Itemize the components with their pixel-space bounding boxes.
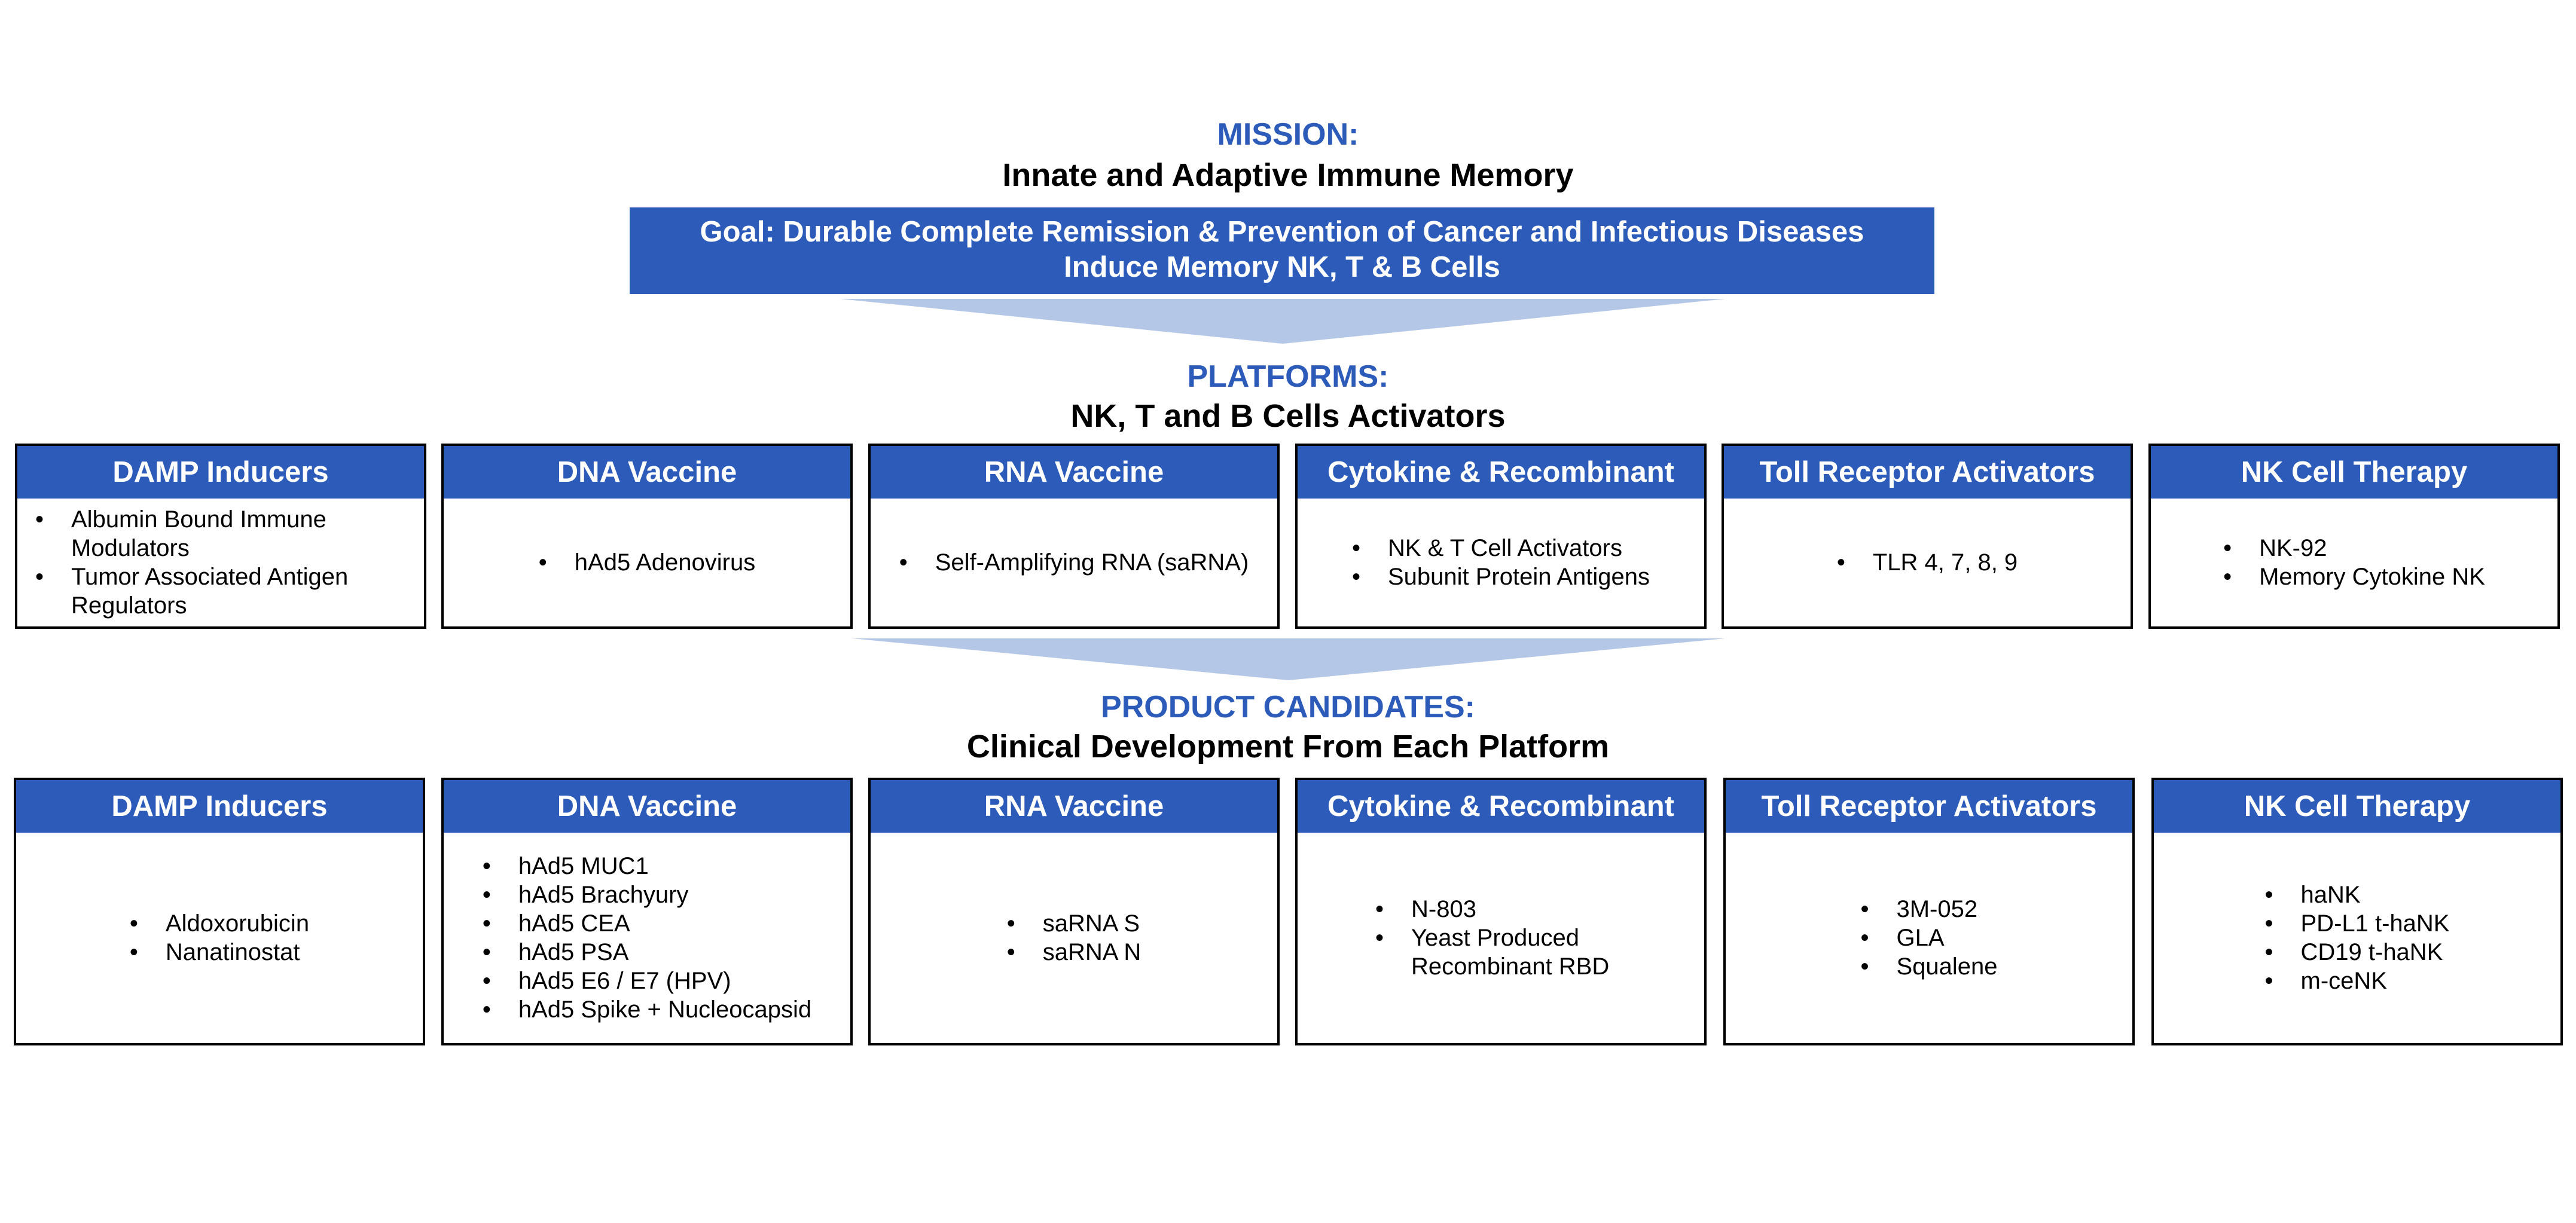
platform-card-body <box>871 499 1277 626</box>
platform-card-title: RNA Vaccine <box>871 446 1277 499</box>
platform-card-body <box>2151 499 2557 626</box>
product-card-body <box>1726 833 2132 1043</box>
product-card-1 <box>14 778 425 1045</box>
bullet-item: • GLA <box>1860 924 1997 952</box>
product-card-5 <box>1723 778 2135 1045</box>
product-card-body <box>2154 833 2560 1043</box>
bullet-item: • 3M-052 <box>1860 895 1997 924</box>
chevron-arrow-top <box>840 299 1725 344</box>
product-bullet-list <box>483 852 811 1024</box>
bullet-item: • Albumin Bound Immune Modulators <box>35 505 370 562</box>
bullet-item: • Nanatinostat <box>130 938 309 967</box>
chevron-arrow-middle <box>852 638 1725 680</box>
product-card-6 <box>2151 778 2563 1045</box>
bullet-item: • hAd5 Brachyury <box>483 880 811 909</box>
product-card-2 <box>441 778 853 1045</box>
platform-card-title: NK Cell Therapy <box>2151 446 2557 499</box>
bullet-item: • hAd5 MUC1 <box>483 852 811 880</box>
bullet-item: • hAd5 CEA <box>483 909 811 938</box>
product-bullet-list <box>1860 895 1997 981</box>
goal-box <box>630 207 1934 294</box>
bullet-item: • Subunit Protein Antigens <box>1352 562 1650 591</box>
products-label: PRODUCT CANDIDATES: <box>1101 690 1475 724</box>
bullet-item: • hAd5 E6 / E7 (HPV) <box>483 967 811 995</box>
platform-card-6 <box>2148 444 2560 629</box>
product-card-title: NK Cell Therapy <box>2154 780 2560 833</box>
product-bullet-list <box>2265 880 2450 995</box>
bullet-item: • N-803 <box>1375 895 1626 924</box>
platform-card-3 <box>868 444 1280 629</box>
product-bullet-list <box>130 909 309 967</box>
bullet-item: • hAd5 PSA <box>483 938 811 967</box>
product-card-body <box>16 833 423 1043</box>
platform-card-body <box>1724 499 2131 626</box>
bullet-item: • saRNA N <box>1007 938 1142 967</box>
platform-bullet-list <box>1352 534 1650 591</box>
platforms-label: PLATFORMS: <box>1187 359 1389 394</box>
bullet-item: • Tumor Associated Antigen Regulators <box>35 562 370 620</box>
bullet-item: • CD19 t-haNK <box>2265 938 2450 967</box>
bullet-item: • Self-Amplifying RNA (saRNA) <box>899 548 1249 577</box>
bullet-item: • NK-92 <box>2223 534 2485 562</box>
platform-card-title: Toll Receptor Activators <box>1724 446 2131 499</box>
bullet-item: • haNK <box>2265 880 2450 909</box>
bullet-item: • m-ceNK <box>2265 967 2450 995</box>
platform-bullet-list <box>35 505 370 620</box>
bullet-item: • Aldoxorubicin <box>130 909 309 938</box>
platform-card-body <box>444 499 850 626</box>
platform-bullet-list <box>1837 548 2018 577</box>
product-card-title: RNA Vaccine <box>871 780 1277 833</box>
platform-card-title: DNA Vaccine <box>444 446 850 499</box>
platform-bullet-list <box>539 548 755 577</box>
platform-card-1 <box>15 444 426 629</box>
product-card-title: DNA Vaccine <box>444 780 850 833</box>
goal-line-1: Goal: Durable Complete Remission & Prevention of Cancer and Infectious Diseases <box>700 216 1864 248</box>
platform-bullet-list <box>2223 534 2485 591</box>
mission-label: MISSION: <box>1217 117 1359 152</box>
platform-bullet-list <box>899 548 1249 577</box>
bullet-item: • PD-L1 t-haNK <box>2265 909 2450 938</box>
platform-card-title: DAMP Inducers <box>17 446 424 499</box>
platform-card-title: Cytokine & Recombinant <box>1298 446 1704 499</box>
platform-card-4 <box>1295 444 1707 629</box>
bullet-item: • NK & T Cell Activators <box>1352 534 1650 562</box>
bullet-item: • TLR 4, 7, 8, 9 <box>1837 548 2018 577</box>
platform-card-body <box>1298 499 1704 626</box>
product-card-title: Toll Receptor Activators <box>1726 780 2132 833</box>
product-card-3 <box>868 778 1280 1045</box>
product-bullet-list <box>1375 895 1626 981</box>
platforms-title: NK, T and B Cells Activators <box>1070 398 1506 434</box>
product-card-body <box>444 833 850 1043</box>
product-card-body <box>871 833 1277 1043</box>
bullet-item: • hAd5 Adenovirus <box>539 548 755 577</box>
platform-card-body <box>17 499 424 626</box>
goal-line-2: Induce Memory NK, T & B Cells <box>1064 251 1500 283</box>
bullet-item: • Squalene <box>1860 952 1997 981</box>
bullet-item: • saRNA S <box>1007 909 1142 938</box>
product-card-title: DAMP Inducers <box>16 780 423 833</box>
platform-card-5 <box>1722 444 2133 629</box>
product-card-4 <box>1295 778 1707 1045</box>
products-title: Clinical Development From Each Platform <box>966 729 1610 765</box>
bullet-item: • hAd5 Spike + Nucleocapsid <box>483 995 811 1024</box>
mission-title: Innate and Adaptive Immune Memory <box>1002 157 1574 193</box>
bullet-item: • Memory Cytokine NK <box>2223 562 2485 591</box>
product-bullet-list <box>1007 909 1142 967</box>
platform-card-2 <box>441 444 853 629</box>
product-card-title: Cytokine & Recombinant <box>1298 780 1704 833</box>
product-card-body <box>1298 833 1704 1043</box>
bullet-item: • Yeast Produced Recombinant RBD <box>1375 924 1626 981</box>
